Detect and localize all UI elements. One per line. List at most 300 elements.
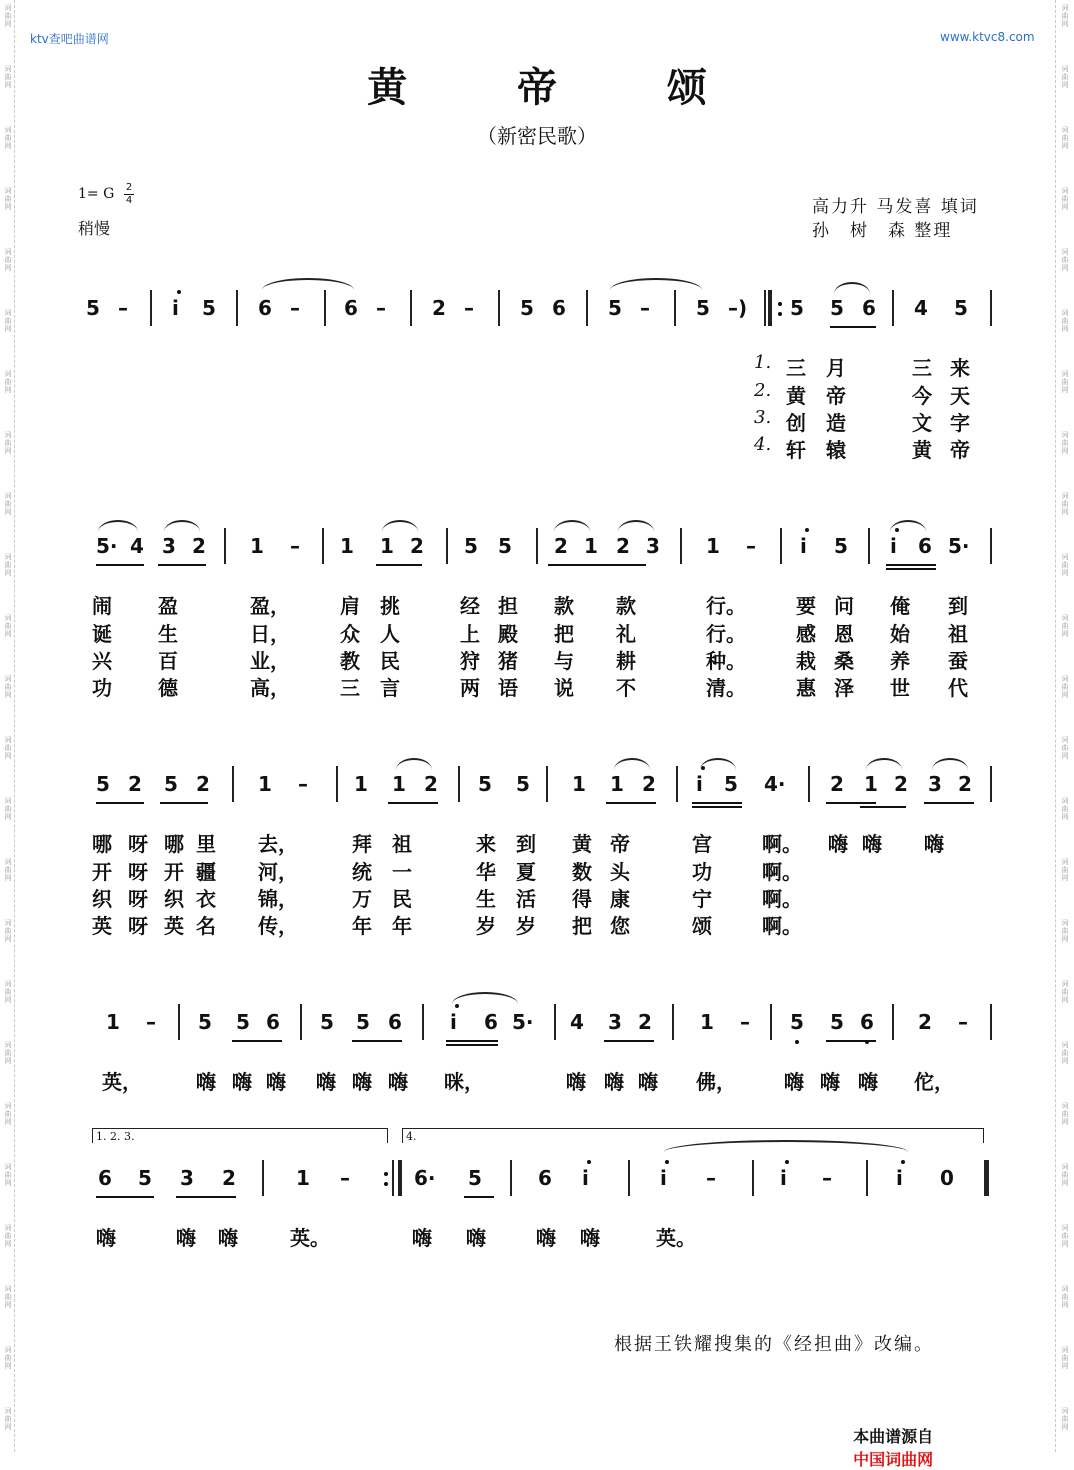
lyric: 嗨 xyxy=(784,1070,804,1094)
note: 6 xyxy=(98,1166,112,1190)
lyric: 人 xyxy=(380,622,400,646)
lyric: 拜 xyxy=(352,832,372,856)
side-label-left: 词曲网 xyxy=(4,736,12,760)
bar-line xyxy=(410,290,412,326)
lyric: 里 xyxy=(196,832,216,856)
note: 3 xyxy=(646,534,660,558)
side-label-right: 词曲网 xyxy=(1061,65,1069,89)
lyric: 黄 xyxy=(912,438,932,462)
source-label: 本曲谱源自 xyxy=(853,1427,934,1446)
lyric: 嗨 xyxy=(580,1226,600,1250)
note: 5 xyxy=(356,1010,370,1034)
lyric: 民 xyxy=(392,887,412,911)
note: – xyxy=(464,296,474,320)
lyric: 三 xyxy=(912,356,932,380)
bar-line xyxy=(510,1160,512,1196)
lyric: 担 xyxy=(498,594,518,618)
bar-line xyxy=(990,528,992,564)
note: 5 xyxy=(790,296,804,320)
note: 3 xyxy=(928,772,942,796)
underline xyxy=(464,1196,494,1198)
note: 6 xyxy=(266,1010,280,1034)
lyric: 日， xyxy=(250,622,290,646)
lyric: 名 xyxy=(196,914,216,938)
note: i xyxy=(780,1166,787,1190)
side-label-right: 词曲网 xyxy=(1061,431,1069,455)
site-url-right[interactable]: www.ktvc8.com xyxy=(940,30,1035,44)
lyric: 嗨 xyxy=(352,1070,372,1094)
bar-line xyxy=(866,1160,868,1196)
bar-line xyxy=(322,528,324,564)
side-label-left: 词曲网 xyxy=(4,858,12,882)
note: – xyxy=(376,296,386,320)
bar-line xyxy=(808,766,810,802)
ending-label-1: 1. 2. 3. xyxy=(96,1130,135,1143)
lyric: 嗨 xyxy=(566,1070,586,1094)
note: 5 xyxy=(198,1010,212,1034)
underline xyxy=(548,564,646,566)
lyric: 月 xyxy=(826,356,846,380)
note: 6 xyxy=(388,1010,402,1034)
lyric: 织 xyxy=(92,887,112,911)
lyric: 行。 xyxy=(706,622,746,646)
repeat-dot xyxy=(384,1182,388,1186)
ending-bracket-1 xyxy=(92,1128,388,1143)
underline xyxy=(388,802,438,804)
side-label-left: 词曲网 xyxy=(4,1224,12,1248)
lyric: 泽 xyxy=(834,676,854,700)
lyric: 桑 xyxy=(834,649,854,673)
note: – xyxy=(706,1166,716,1190)
note: – xyxy=(290,534,300,558)
lyric: 功 xyxy=(92,676,112,700)
lyric: 德 xyxy=(158,676,178,700)
slur xyxy=(262,278,354,290)
underline xyxy=(446,1040,498,1042)
underline xyxy=(830,326,876,328)
lyric: 得 xyxy=(572,887,592,911)
bar-line xyxy=(446,528,448,564)
note: 6 xyxy=(538,1166,552,1190)
note: 2 xyxy=(222,1166,236,1190)
note: 5 xyxy=(520,296,534,320)
lyric: 款 xyxy=(554,594,574,618)
slur xyxy=(614,758,650,770)
note: i xyxy=(172,296,179,320)
lyric: 不 xyxy=(616,676,636,700)
lyric: 上 xyxy=(460,622,480,646)
side-label-right: 词曲网 xyxy=(1061,980,1069,1004)
ending-bracket-2 xyxy=(402,1128,984,1143)
underline xyxy=(160,802,208,804)
note: 5 xyxy=(464,534,478,558)
note: 2 xyxy=(196,772,210,796)
lyric: 嗨 xyxy=(316,1070,336,1094)
underline xyxy=(158,564,206,566)
side-label-left: 词曲网 xyxy=(4,248,12,272)
lyric: 帝 xyxy=(826,384,846,408)
note: 5 xyxy=(202,296,216,320)
underline xyxy=(826,1040,876,1042)
repeat-bar xyxy=(768,290,772,326)
lyric: 哪 xyxy=(164,832,184,856)
arrangement-note: 根据王铁耀搜集的《经担曲》改编。 xyxy=(614,1334,934,1355)
lyric: 嗨 xyxy=(96,1226,116,1250)
note: 6 xyxy=(344,296,358,320)
slur xyxy=(890,520,926,532)
note: 5 xyxy=(236,1010,250,1034)
side-label-right: 词曲网 xyxy=(1061,797,1069,821)
note: 5· xyxy=(96,534,118,558)
lyric: 哪 xyxy=(92,832,112,856)
note: 2 xyxy=(830,772,844,796)
lyric: 来 xyxy=(476,832,496,856)
note: 5· xyxy=(948,534,970,558)
lyric: 英 xyxy=(92,914,112,938)
side-label-left: 词曲网 xyxy=(4,1285,12,1309)
note: 3 xyxy=(608,1010,622,1034)
source-site-link[interactable]: 中国词曲网 xyxy=(853,1450,934,1469)
note: 5 xyxy=(790,1010,804,1034)
lyric: 英， xyxy=(102,1070,142,1094)
slur xyxy=(866,758,902,770)
lyric: 夏 xyxy=(516,860,536,884)
lyric: 衣 xyxy=(196,887,216,911)
lyric: 传， xyxy=(258,914,298,938)
lyric: 英 xyxy=(164,914,184,938)
note: 6 xyxy=(552,296,566,320)
lyric: 耕 xyxy=(616,649,636,673)
high-dot xyxy=(665,1160,669,1164)
song-subtitle: （新密民歌） xyxy=(477,124,597,148)
time-bottom: 4 xyxy=(125,195,133,206)
underline xyxy=(96,802,144,804)
underline xyxy=(886,564,936,566)
bar-line xyxy=(868,528,870,564)
lyric: 头 xyxy=(610,860,630,884)
bar-line xyxy=(892,290,894,326)
lyric: 文 xyxy=(912,411,932,435)
note: 5 xyxy=(724,772,738,796)
lyricist-credit: 高力升 马发喜 填词 xyxy=(812,197,979,217)
side-label-right: 词曲网 xyxy=(1061,309,1069,333)
lyric: 经 xyxy=(460,594,480,618)
high-dot xyxy=(805,528,809,532)
side-label-right: 词曲网 xyxy=(1061,1224,1069,1248)
lyric: 蚕 xyxy=(948,649,968,673)
side-label-right: 词曲网 xyxy=(1061,187,1069,211)
note: i xyxy=(450,1010,457,1034)
note: 5 xyxy=(498,534,512,558)
side-label-right: 词曲网 xyxy=(1061,4,1069,28)
lyric: 盈 xyxy=(158,594,178,618)
time-top: 2 xyxy=(125,182,133,193)
lyric: 英。 xyxy=(290,1226,330,1250)
low-dot xyxy=(795,1040,799,1044)
note: –) xyxy=(728,296,748,320)
note: 6 xyxy=(860,1010,874,1034)
note: 2 xyxy=(642,772,656,796)
note: – xyxy=(290,296,300,320)
lyric: 民 xyxy=(380,649,400,673)
lyric: 世 xyxy=(890,676,910,700)
lyric: 疆 xyxy=(196,860,216,884)
note: 5 xyxy=(954,296,968,320)
note: – xyxy=(746,534,756,558)
lyric: 嗨 xyxy=(924,832,944,856)
high-dot xyxy=(177,290,181,294)
site-name-left[interactable]: ktv查吧曲谱网 xyxy=(30,32,109,46)
side-label-left: 词曲网 xyxy=(4,4,12,28)
lyric: 啊。 xyxy=(762,887,802,911)
underline xyxy=(860,806,906,808)
lyric: 嗨 xyxy=(604,1070,624,1094)
side-label-left: 词曲网 xyxy=(4,65,12,89)
lyric: 帝 xyxy=(610,832,630,856)
side-label-left: 词曲网 xyxy=(4,309,12,333)
bar-line xyxy=(764,290,766,326)
note: 6 xyxy=(918,534,932,558)
source-credit[interactable] xyxy=(842,1405,933,1470)
lyric: 黄 xyxy=(572,832,592,856)
lyric: 万 xyxy=(352,887,372,911)
note: – xyxy=(298,772,308,796)
lyric: 岁 xyxy=(476,914,496,938)
note: i xyxy=(890,534,897,558)
underline xyxy=(376,564,422,566)
bar-line xyxy=(324,290,326,326)
side-label-left: 词曲网 xyxy=(4,797,12,821)
lyric: 嗨 xyxy=(218,1226,238,1250)
side-label-left: 词曲网 xyxy=(4,431,12,455)
note: 1 xyxy=(258,772,272,796)
side-label-right: 词曲网 xyxy=(1061,1407,1069,1431)
repeat-dot xyxy=(778,302,782,306)
lyric: 去， xyxy=(258,832,298,856)
slur xyxy=(164,520,200,532)
lyric: 感 xyxy=(796,622,816,646)
note: – xyxy=(822,1166,832,1190)
lyric: 天 xyxy=(950,384,970,408)
note: 1 xyxy=(354,772,368,796)
bar-line xyxy=(680,528,682,564)
slur xyxy=(618,520,654,532)
lyric: 字 xyxy=(950,411,970,435)
lyric: 到 xyxy=(948,594,968,618)
lyric: 统 xyxy=(352,860,372,884)
lyric: 呀 xyxy=(128,887,148,911)
note: 1 xyxy=(380,534,394,558)
lyric: 业， xyxy=(250,649,290,673)
underline xyxy=(352,1040,402,1042)
lyric: 语 xyxy=(498,676,518,700)
bar-line xyxy=(422,1004,424,1040)
side-label-right: 词曲网 xyxy=(1061,1041,1069,1065)
verse-number: 1. xyxy=(754,352,772,373)
lyric: 两 xyxy=(460,676,480,700)
side-label-right: 词曲网 xyxy=(1061,1346,1069,1370)
lyric: 锦， xyxy=(258,887,298,911)
note: 2 xyxy=(638,1010,652,1034)
verse-number: 3. xyxy=(754,407,772,428)
lyric: 俺 xyxy=(890,594,910,618)
lyric: 啊。 xyxy=(762,832,802,856)
lyric: 嗨 xyxy=(466,1226,486,1250)
bar-line xyxy=(990,1004,992,1040)
note: 2 xyxy=(616,534,630,558)
lyric: 咪， xyxy=(444,1070,484,1094)
underline xyxy=(826,802,876,804)
side-label-left: 词曲网 xyxy=(4,187,12,211)
bar-line xyxy=(300,1004,302,1040)
lyric: 把 xyxy=(572,914,592,938)
lyric: 河， xyxy=(258,860,298,884)
lyric: 祖 xyxy=(392,832,412,856)
side-label-left: 词曲网 xyxy=(4,492,12,516)
underline xyxy=(692,806,742,808)
side-label-left: 词曲网 xyxy=(4,126,12,150)
side-label-left: 词曲网 xyxy=(4,553,12,577)
note: – xyxy=(958,1010,968,1034)
note: 5 xyxy=(696,296,710,320)
end-repeat-bar xyxy=(398,1160,402,1196)
note: 5 xyxy=(834,534,848,558)
underline xyxy=(232,1040,282,1042)
note: i xyxy=(800,534,807,558)
note: 1 xyxy=(296,1166,310,1190)
side-label-right: 词曲网 xyxy=(1061,248,1069,272)
lyric: 嗨 xyxy=(412,1226,432,1250)
bar-line xyxy=(536,528,538,564)
side-label-left: 词曲网 xyxy=(4,1163,12,1187)
lyric: 织 xyxy=(164,887,184,911)
lyric: 呀 xyxy=(128,860,148,884)
note: 5 xyxy=(516,772,530,796)
lyric: 造 xyxy=(826,411,846,435)
lyric: 来 xyxy=(950,356,970,380)
tempo-marking: 稍慢 xyxy=(78,219,111,238)
lyric: 惠 xyxy=(796,676,816,700)
note: 3 xyxy=(180,1166,194,1190)
lyric: 开 xyxy=(92,860,112,884)
lyric: 高， xyxy=(250,676,290,700)
lyric: 嗨 xyxy=(176,1226,196,1250)
bar-line xyxy=(628,1160,630,1196)
underline xyxy=(446,1044,498,1046)
note: 4 xyxy=(914,296,928,320)
lyric: 生 xyxy=(476,887,496,911)
bar-line xyxy=(498,290,500,326)
note: i xyxy=(660,1166,667,1190)
underline xyxy=(96,564,144,566)
side-label-right: 词曲网 xyxy=(1061,675,1069,699)
final-bar xyxy=(984,1160,989,1196)
lyric: 嗨 xyxy=(232,1070,252,1094)
lyric: 嗨 xyxy=(858,1070,878,1094)
lyric: 年 xyxy=(392,914,412,938)
lyric: 与 xyxy=(554,649,574,673)
lyric: 言 xyxy=(380,676,400,700)
note: 4· xyxy=(764,772,786,796)
underline xyxy=(924,802,974,804)
lyric: 康 xyxy=(610,887,630,911)
note: – xyxy=(740,1010,750,1034)
bar-line xyxy=(336,766,338,802)
side-label-right: 词曲网 xyxy=(1061,370,1069,394)
underline xyxy=(96,1196,154,1198)
repeat-dot xyxy=(384,1172,388,1176)
lyric: 嗨 xyxy=(862,832,882,856)
slur xyxy=(700,758,736,770)
side-label-left: 词曲网 xyxy=(4,980,12,1004)
lyric: 嗨 xyxy=(196,1070,216,1094)
side-label-right: 词曲网 xyxy=(1061,614,1069,638)
lyric: 栽 xyxy=(796,649,816,673)
lyric: 年 xyxy=(352,914,372,938)
slur xyxy=(452,992,518,1004)
side-label-left: 词曲网 xyxy=(4,1407,12,1431)
lyric: 宁 xyxy=(692,887,712,911)
lyric: 您 xyxy=(610,914,630,938)
lyric: 肩 xyxy=(340,594,360,618)
side-label-left: 词曲网 xyxy=(4,675,12,699)
lyric: 要 xyxy=(796,594,816,618)
note: 5· xyxy=(512,1010,534,1034)
bar-line xyxy=(672,1004,674,1040)
side-label-left: 词曲网 xyxy=(4,1346,12,1370)
note: 2 xyxy=(424,772,438,796)
lyric: 创 xyxy=(786,411,806,435)
lyric: 佛， xyxy=(696,1070,736,1094)
bar-line xyxy=(770,1004,772,1040)
lyric: 辕 xyxy=(826,438,846,462)
note: 4 xyxy=(570,1010,584,1034)
bar-line xyxy=(676,766,678,802)
lyric: 岁 xyxy=(516,914,536,938)
note: i xyxy=(896,1166,903,1190)
high-dot xyxy=(455,1004,459,1008)
side-label-left: 词曲网 xyxy=(4,1041,12,1065)
side-label-left: 词曲网 xyxy=(4,1102,12,1126)
lyric: 开 xyxy=(164,860,184,884)
lyric: 华 xyxy=(476,860,496,884)
underline xyxy=(604,1040,654,1042)
lyric: 殿 xyxy=(498,622,518,646)
lyric: 猪 xyxy=(498,649,518,673)
note: 5 xyxy=(86,296,100,320)
side-label-left: 词曲网 xyxy=(4,919,12,943)
slur xyxy=(382,520,418,532)
bar-line xyxy=(892,1004,894,1040)
lyric: 嗨 xyxy=(638,1070,658,1094)
lyric: 啊。 xyxy=(762,860,802,884)
note: 6· xyxy=(414,1166,436,1190)
time-signature xyxy=(124,183,134,206)
note: 5 xyxy=(608,296,622,320)
lyric: 黄 xyxy=(786,384,806,408)
note: i xyxy=(582,1166,589,1190)
note: 0 xyxy=(940,1166,954,1190)
note: 5 xyxy=(830,296,844,320)
bar-line xyxy=(458,766,460,802)
note: 5 xyxy=(138,1166,152,1190)
slur xyxy=(98,520,138,532)
lyric: 百 xyxy=(158,649,178,673)
lyric: 到 xyxy=(516,832,536,856)
side-label-right: 词曲网 xyxy=(1061,736,1069,760)
side-label-right: 词曲网 xyxy=(1061,126,1069,150)
lyric: 祖 xyxy=(948,622,968,646)
